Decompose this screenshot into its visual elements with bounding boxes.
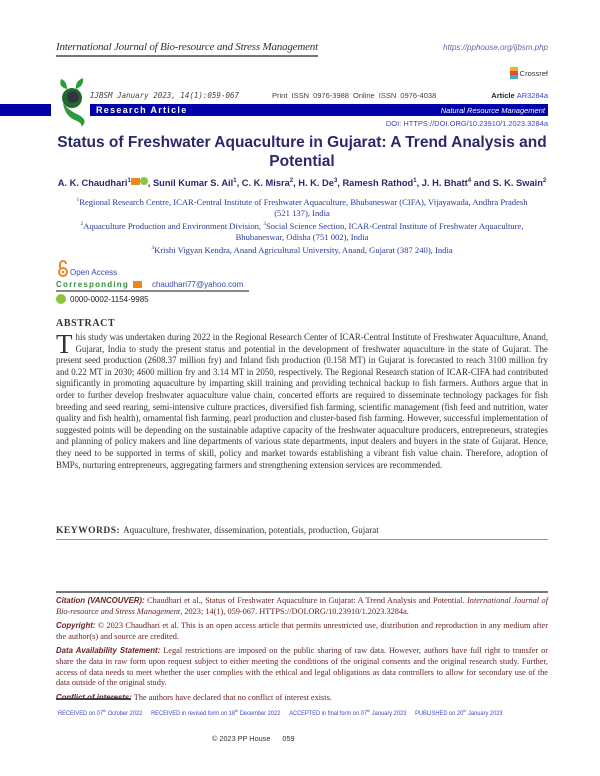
affiliation: Regional Research Centre, ICAR-Central Institute of Freshwater Aquaculture, Bhubaneswar (CIFA), Vijayawada, Andhra Pradesh (521 137), India [79,196,528,218]
open-lock-icon [57,260,69,277]
author-sup: 1 [127,177,131,184]
author: A. K. Chaudhari [57,178,128,188]
article-label: Article [491,91,515,100]
orcid-id[interactable]: 0000-0002-1154-9985 [70,294,149,304]
abstract-body [56,329,548,471]
data-availability-text: Legal restrictions are imposed on the public sharing of raw data. However, authors have full right to transfer or share the data in raw form upon request subject to either meeting the conditions of the original consents and the original research study. Further, access of data needs to meet whether the user complies with the ethical and legal obligations as data controllers to allow for secondary use of the data outside of the original study. [56,646,548,688]
copyright [56,621,548,642]
doi-link[interactable]: DOI: HTTPS://DOI.ORG/10.23910/1.2023.3284a [385,119,548,128]
author: J. H. Bhatt [421,178,468,188]
author-sup: 2 [542,177,547,184]
date-accepted: ACCEPTED in final form on 07th January 2023 [289,708,407,717]
data-availability-label: Data Availability Statement: [56,646,161,656]
crossref-badge[interactable] [510,67,548,79]
abstract-text: his study was undertaken during 2022 in the Regional Research Center of ICAR-Central Institute of Freshwater Aquaculture, Anand, Gujarat, India to study the present status and potential in the development of freshwater aquaculture in the state of Gujarat. The present seed production (2608.37 million fry) and Inland fish production (0.158 MT) in Gujarat is forecasted to reach 3100 million fry and 0.22 MT in 2030; 4600 million fry and 3.14 MT in 2050, respectively. The Regional Research station of ICAR-CIFA had contributed significantly in promoting aquaculture by imparting skill training and providing technical backup to fish farmers. Authors argue that in order to further develop freshwater aquaculture value chain, concerted efforts are required to disseminate technology packages for fish breeding and seed rearing, semi-intensive culture practices, diversified fish farming, scientific management (fish feed and nutrition, water quality and fish health), ornamental fish farming, pearl production and cluster-based fish farming. However, successful implementation of suggested points will be depending on the sustainable adaptive capacity of the freshwater aquaculture producers, entrepreneurs, strategies and planning of policy makers and line departments of various state departments, input dealers and buyers in the state of Gujarat. Hence, they need to be supported in terms of skill, policy and market towards establishing a vibrant fish value chain. Therefore, adoption of BMPs, nurturing entrepreneurs, aggregating farmers and strengthening extension services are recommended. [56,332,548,470]
date-revised: RECEIVED in revised form on 18th December 2022 [151,708,281,717]
conflict-text: The authors have declared that no conflict of interest exists. [133,692,332,702]
affiliations: $^1$Regional Research Centre, ICAR-Central Institute of Freshwater Aquaculture, Bhubaneswar (CIFA), Vijayawada, Andhra Pradesh (521 137), India $^2$Aquaculture Production and Environment Division, $^3$Social Science Section, ICAR-Central Institute of Freshwater Aquaculture, Bhubaneswar, Odisha (751 002), India $^4$Krishi Vigyan Kendra, Anand Agricultural University, Anand, Gujarat (387 240), India [76,196,528,255]
author-sup: 1 [233,177,237,184]
article-category: Natural Resource Management [440,105,545,115]
drop-cap: T [56,329,73,359]
email-icon [133,281,142,288]
citation-label: Citation (VANCOUVER): [56,596,145,605]
corresponding-author [56,280,249,292]
citation [56,596,548,617]
journal-url-link[interactable]: https://pphouse.org/ijbsm.php [443,43,548,52]
crossref-icon [510,67,518,79]
author: Sunil Kumar S. Ail [152,178,234,188]
divider [56,698,131,700]
citation-text: Chaudhari et al., Status of Freshwater Aquaculture in Gujarat: A Trend Analysis and Potential. [147,596,465,605]
author-list: A. K. Chaudhari$^1$ , Sunil Kumar S. Ail$^1$, C. K. Misra$^2$, H. K. De$^3$, Ramesh Rathod$^1$, J. H. Bhatt$^4$ and S. K. Swain$^2$ [57,177,547,188]
open-access-badge [57,260,117,277]
orcid-icon [56,294,66,304]
author-sup: 2 [289,177,294,184]
copyright-label: Copyright: [56,621,96,631]
paper-title: Status of Freshwater Aquaculture in Gujarat: A Trend Analysis and Potential [57,134,547,170]
author-sup: 3 [333,177,338,184]
affiliation: Aquaculture Production and Environment Division, [83,220,262,231]
page-number: 059 [282,734,295,743]
author: Ramesh Rathod [342,178,414,188]
author: C. K. Misra [241,178,290,188]
keywords-label: KEYWORDS: [56,526,121,536]
affiliation: Social Science Section, ICAR-Central Institute of Freshwater Aquaculture, Bhubaneswar, Odisha (751 002), India [235,220,524,242]
orcid-icon[interactable] [140,177,148,185]
date-received: RECEIVED on 07th October 2022 [58,708,143,717]
issn-info: Print ISSN 0976-3988 Online ISSN 0976-4038 [272,91,437,100]
publication-dates [58,708,503,717]
date-published: PUBLISHED on 20th January 2023 [415,708,503,717]
author: H. K. De [298,178,334,188]
journal-logo-icon [55,77,91,127]
orcid-row [56,294,149,304]
article-id-link[interactable]: AR3284a [516,91,548,100]
author-sup: 1 [413,177,417,184]
citation-rest: , 2023; 14(1), 059-067. HTTPS://DOI.ORG/10.23910/1.2023.3284a. [180,606,409,616]
corresponding-label: Corresponding [56,280,129,289]
article-type: Research Article [96,105,188,115]
page-footer [212,734,295,743]
open-access-label: Open Access [70,268,118,277]
section-bar [90,104,548,116]
section-bar-left [0,104,51,116]
affiliation: Krishi Vigyan Kendra, Anand Agricultural University, Anand, Gujarat (387 240), India [154,244,453,255]
data-availability [56,646,548,688]
copyright-footer: © 2023 PP House [212,734,271,743]
author-sup: 4 [467,177,472,184]
crossref-label: Crossref [519,68,548,78]
citation-journal: International Journal of Bio-resource and Stress Management [56,596,549,616]
article-meta [56,591,548,707]
email-icon[interactable] [131,178,140,185]
abstract-heading: ABSTRACT [56,318,116,329]
article-id [491,91,548,100]
journal-title: International Journal of Bio-resource and Stress Management [56,41,318,57]
keywords [56,525,548,540]
keywords-text: Aquaculture, freshwater, dissemination, potentials, production, Gujarat [123,525,379,535]
email-link[interactable]: chaudhari77@yahoo.com [151,280,244,289]
issue-info: IJBSM January 2023, 14(1):059-067 [90,91,240,100]
author: S. K. Swain [492,178,543,188]
copyright-text: © 2023 Chaudhari et al. This is an open access article that permits unrestricted use, distribution and reproduction in any medium after the author(s) and source are credited. [56,621,549,641]
